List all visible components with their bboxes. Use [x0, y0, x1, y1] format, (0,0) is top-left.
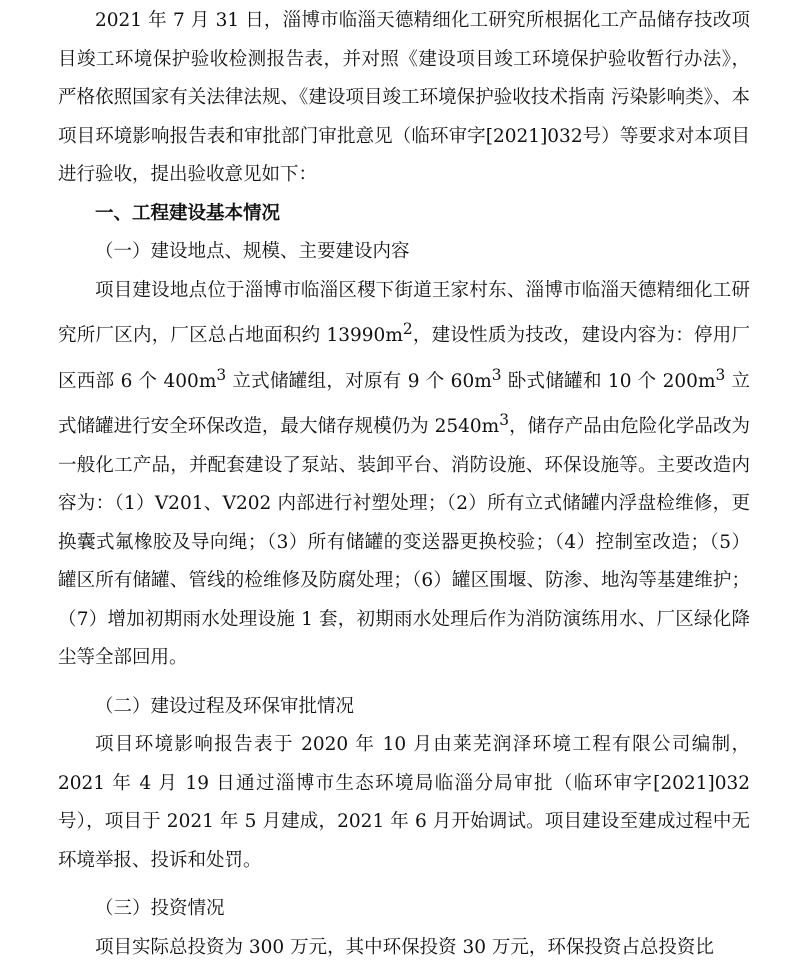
text-run: 立式储罐组，对原有 9 个 60m	[226, 370, 492, 392]
subsection-heading-1: （一）建设地点、规模、主要建设内容	[95, 241, 410, 262]
superscript: 3	[499, 411, 510, 430]
superscript: 3	[216, 365, 227, 384]
text-run: 项目建设地点位于淄博市临淄区稷下街道王家村东、淄博市临淄天德精细化工研究所厂区内，厂区总占地面积约 13990m	[58, 279, 750, 347]
subsection-heading-3: （三）投资情况	[95, 898, 225, 920]
intro-paragraph: 2021 年 7 月 31 日，淄博市临淄天德精细化工研究所根据化工产品储存技改项目竣工环境保护验收检测报告表，并对照《建设项目竣工环境保护验收暂行办法》，严格依照国家有关法律法规、《建设项目竣工环境保护验收技术指南 污染影响类》、本项目环境影响报告表和审批部门审批意见（临环审字[2021]032号）等要求对本项目进行验收，提出验收意见如下：	[58, 10, 750, 185]
text-run: ，储存产品由危险化学品改为一般化工产品，并配套建设了泵站、装卸平台、消防设施、环保设施等。主要改造内容为：（1）V201、V202 内部进行衬塑处理；（2）所有立式储罐内浮盘检维修，更换囊式氟橡胶及导向绳；（3）所有储罐的变送器更换校验；（4）控制室改造；（5）罐区所有储罐、管线的检维修及防腐处理；（6）罐区围堰、防渗、地沟等基建维护；（7）增加初期雨水处理设施 1 套，初期雨水处理后作为消防演练用水、厂区绿化降尘等全部回用。	[58, 416, 750, 669]
superscript: 2	[402, 320, 413, 338]
text-run: 卧式储罐和 10 个 200m	[501, 370, 716, 392]
superscript: 3	[715, 365, 726, 384]
text-run: 立式储罐进行安全环保改造，最大储存规模仍为 2540m	[58, 370, 750, 438]
document-page	[58, 2, 750, 967]
superscript: 3	[491, 365, 502, 384]
construction-content-paragraph	[58, 272, 750, 678]
text-run: ，建设性质为技改，建设内容为：停用厂区西部 6 个 400m	[58, 325, 750, 392]
section-heading-1: 一、工程建设基本情况	[95, 202, 281, 224]
approval-paragraph: 项目环境影响报告表于 2020 年 10 月由莱芜润泽环境工程有限公司编制，2021 年 4 月 19 日通过淄博市生态环境局临淄分局审批（临环审字[2021]032 号），项目于 2021 年 5 月建成，2021 年 6 月开始调试。项目建设至建成过程中无环境举报、投诉和处罚。	[58, 734, 750, 871]
subsection-heading-2: （二）建设过程及环保审批情况	[95, 695, 355, 717]
investment-paragraph: 项目实际总投资为 300 万元，其中环保投资 30 万元，环保投资占总投资比	[95, 936, 714, 958]
